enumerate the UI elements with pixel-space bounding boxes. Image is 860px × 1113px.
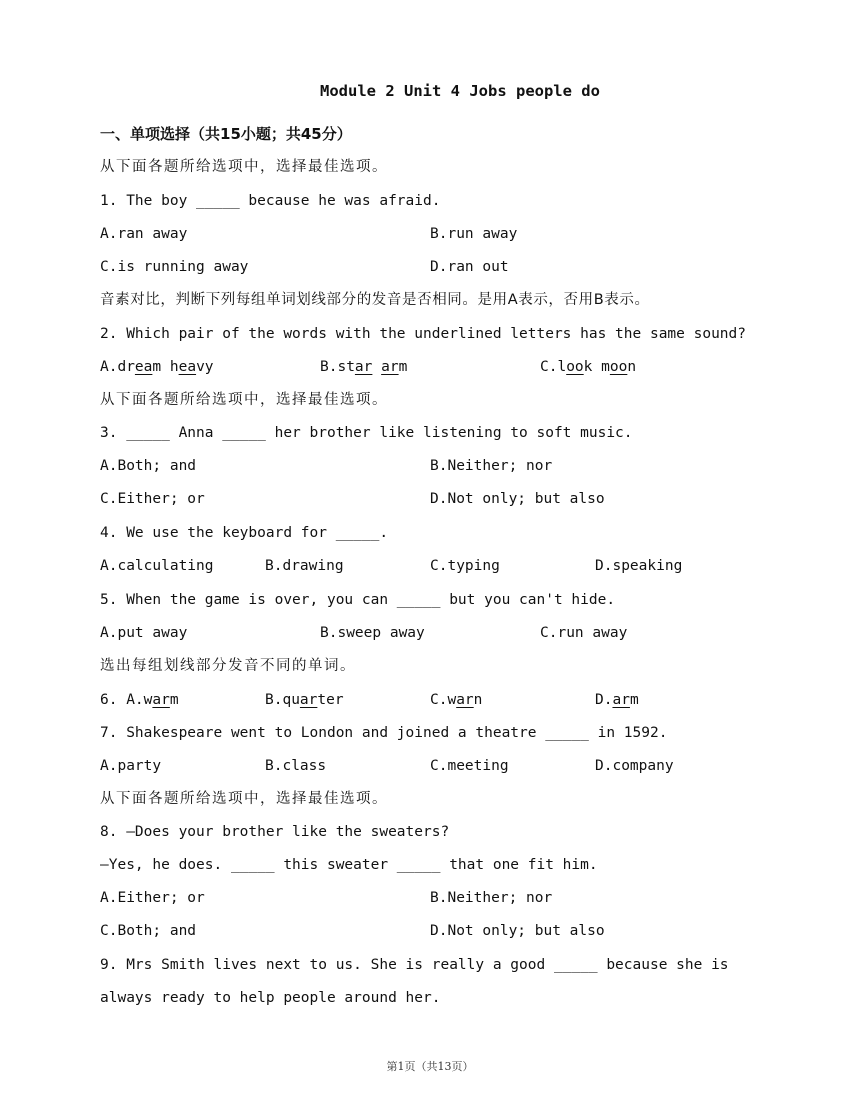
q7-option-d[interactable]: D.company	[595, 758, 674, 774]
option-text: k m	[583, 359, 610, 375]
underlined-letters: ea	[134, 359, 153, 375]
q8-option-a[interactable]: A.Either; or	[100, 890, 205, 906]
q3-option-c[interactable]: C.Either; or	[100, 491, 205, 507]
q8-option-b[interactable]: B.Neither; nor	[430, 890, 553, 906]
q7-option-a[interactable]: A.party	[100, 758, 162, 774]
option-text: m h	[152, 359, 179, 375]
q1-option-b[interactable]: B.run away	[430, 226, 518, 242]
option-text: ter	[317, 692, 344, 708]
q2-option-c[interactable]	[540, 358, 636, 376]
question-8-continued: —Yes, he does. _____ this sweater _____ that one fit him.	[100, 857, 598, 873]
section-heading: 一、单项选择（共15小题；共45分）	[100, 125, 352, 143]
underlined-letters: ar	[299, 692, 318, 708]
q1-option-c[interactable]: C.is running away	[100, 259, 249, 275]
option-text: A.dr	[100, 359, 135, 375]
question-2: 2. Which pair of the words with the underlined letters has the same sound?	[100, 326, 747, 342]
q4-option-c[interactable]: C.typing	[430, 558, 500, 574]
underlined-letters: ar	[612, 692, 630, 708]
question-9: 9. Mrs Smith lives next to us. She is really a good _____ because she is	[100, 957, 729, 973]
option-text: B.qu	[265, 692, 300, 708]
q6-option-a[interactable]	[100, 691, 179, 709]
q6-option-d[interactable]	[595, 691, 639, 709]
page-footer: 第1页（共13页）	[386, 1060, 474, 1073]
underlined-letters: ar	[354, 359, 373, 375]
question-7: 7. Shakespeare went to London and joined a theatre _____ in 1592.	[100, 725, 668, 741]
option-text: m	[398, 359, 408, 375]
instruction: 从下面各题所给选项中，选择最佳选项。	[100, 392, 388, 408]
q2-option-b[interactable]	[320, 358, 407, 376]
q6-option-c[interactable]	[430, 691, 482, 709]
q1-option-a[interactable]: A.ran away	[100, 226, 188, 242]
option-text	[372, 359, 381, 375]
instruction: 从下面各题所给选项中，选择最佳选项。	[100, 791, 388, 807]
q4-option-b[interactable]: B.drawing	[265, 558, 344, 574]
option-text: vy	[196, 359, 214, 375]
question-3: 3. _____ Anna _____ her brother like listening to soft music.	[100, 425, 633, 441]
question-5: 5. When the game is over, you can _____ but you can't hide.	[100, 592, 616, 608]
page-title: Module 2 Unit 4 Jobs people do	[320, 82, 600, 100]
q2-option-a[interactable]	[100, 358, 214, 376]
question-9-continued: always ready to help people around her.	[100, 990, 441, 1006]
option-text: n	[627, 359, 637, 375]
q7-option-c[interactable]: C.meeting	[430, 758, 509, 774]
option-text: m	[629, 692, 639, 708]
underlined-letters: oo	[566, 359, 584, 375]
option-text: D.	[595, 692, 613, 708]
underlined-letters: oo	[609, 359, 628, 375]
option-text: m	[169, 692, 179, 708]
q5-option-c[interactable]: C.run away	[540, 625, 628, 641]
question-8: 8. —Does your brother like the sweaters?	[100, 824, 450, 840]
underlined-letters: ar	[456, 692, 474, 708]
q5-option-a[interactable]: A.put away	[100, 625, 188, 641]
option-text: B.st	[320, 359, 355, 375]
q8-option-c[interactable]: C.Both; and	[100, 923, 197, 939]
q4-option-d[interactable]: D.speaking	[595, 558, 683, 574]
underlined-letters: ea	[178, 359, 197, 375]
question-1: 1. The boy _____ because he was afraid.	[100, 193, 441, 209]
underlined-letters: ar	[381, 359, 399, 375]
option-text: C.w	[430, 692, 457, 708]
q3-option-d[interactable]: D.Not only; but also	[430, 491, 605, 507]
instruction: 音素对比，判断下列每组单词划线部分的发音是否相同。是用A表示，否用B表示。	[100, 292, 650, 308]
q1-option-d[interactable]: D.ran out	[430, 259, 509, 275]
instruction: 从下面各题所给选项中，选择最佳选项。	[100, 159, 388, 175]
option-text: n	[473, 692, 483, 708]
q3-option-a[interactable]: A.Both; and	[100, 458, 197, 474]
question-4: 4. We use the keyboard for _____.	[100, 525, 389, 541]
option-text: 6. A.w	[100, 692, 153, 708]
q4-option-a[interactable]: A.calculating	[100, 558, 214, 574]
q8-option-d[interactable]: D.Not only; but also	[430, 923, 605, 939]
q3-option-b[interactable]: B.Neither; nor	[430, 458, 553, 474]
q6-option-b[interactable]	[265, 691, 344, 709]
q7-option-b[interactable]: B.class	[265, 758, 327, 774]
underlined-letters: ar	[152, 692, 170, 708]
instruction: 选出每组划线部分发音不同的单词。	[100, 658, 356, 674]
option-text: C.l	[540, 359, 567, 375]
q5-option-b[interactable]: B.sweep away	[320, 625, 425, 641]
